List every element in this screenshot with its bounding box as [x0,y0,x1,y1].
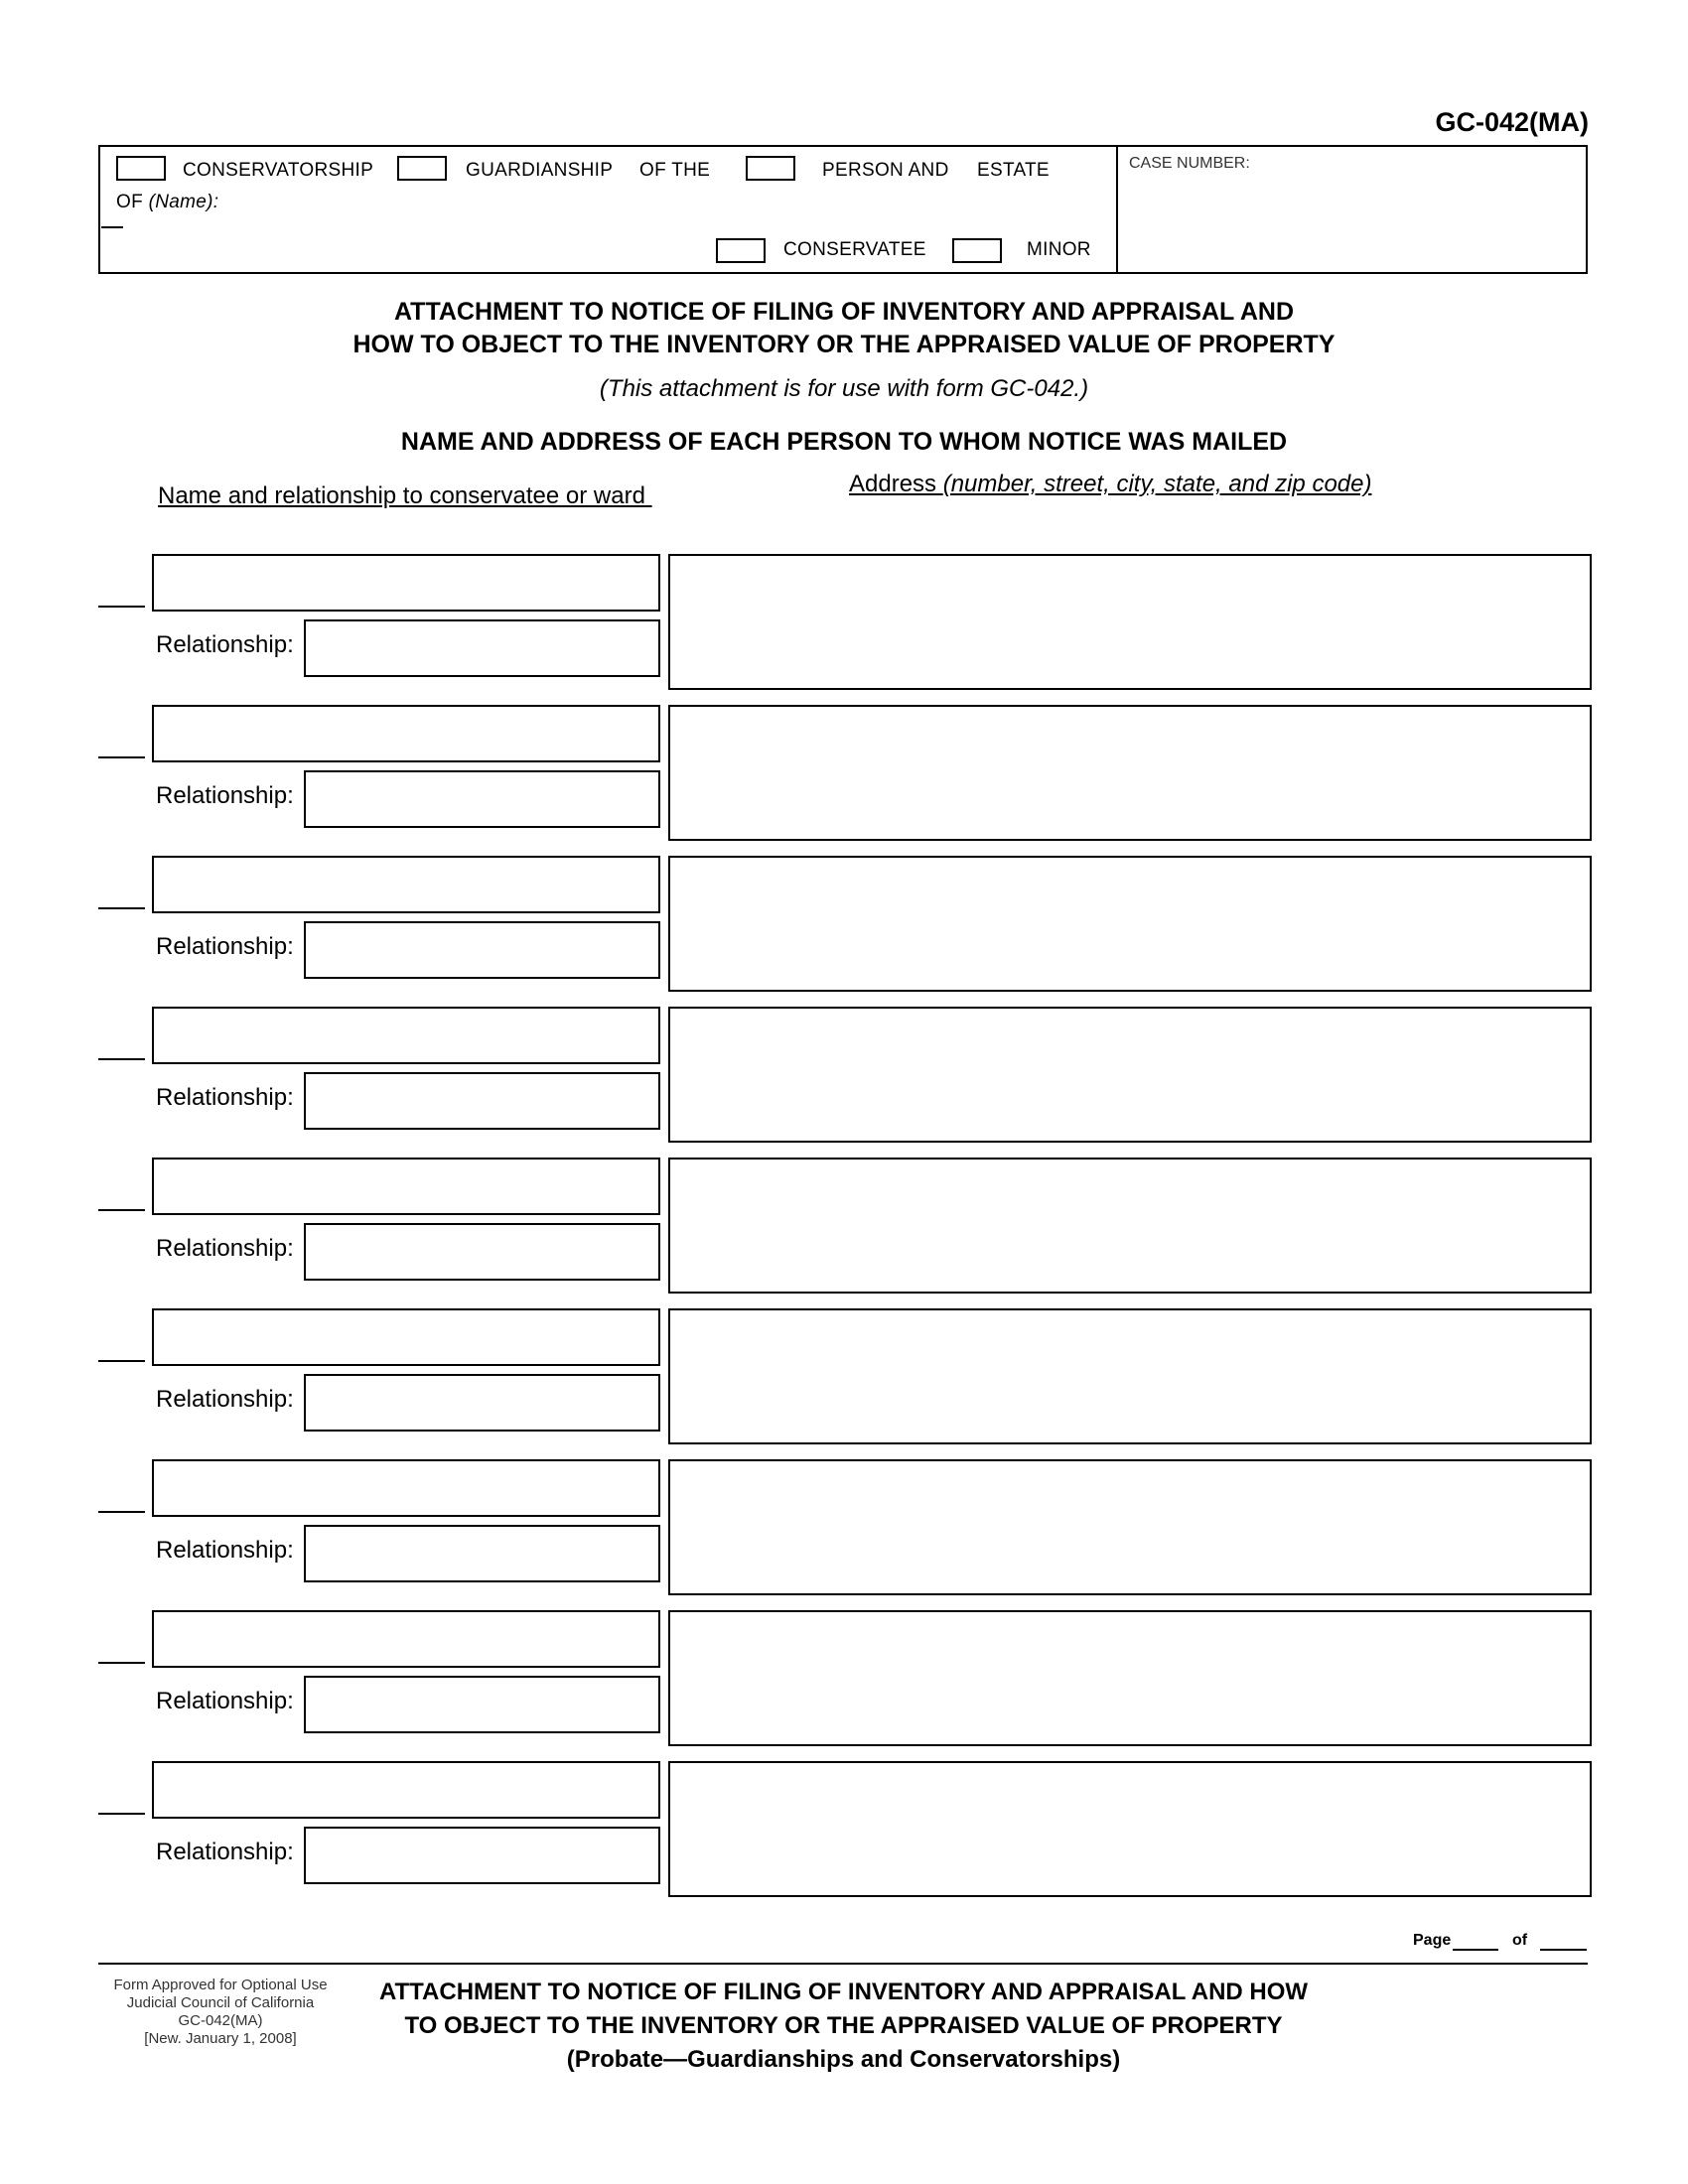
relationship-label: Relationship: [156,1537,294,1564]
section-heading: NAME AND ADDRESS OF EACH PERSON TO WHOM NOTICE WAS MAILED [400,428,1288,456]
approval-line-4: [New. January 1, 2008] [144,2030,297,2047]
of-name-italic: (Name): [148,192,219,212]
relationship-label: Relationship: [156,933,294,960]
entry-address-field[interactable] [668,1761,1592,1897]
name-field-tick [101,226,123,228]
address-header-italic: (number, street, city, state, and zip code) [942,471,1372,497]
entry-relationship-field[interactable] [304,619,660,677]
approval-line-2: Judicial Council of California [126,1994,315,2011]
conservatorship-checkbox[interactable] [116,156,166,181]
entry-address-field[interactable] [668,554,1592,690]
caption-divider [1116,145,1118,274]
conservatorship-label: CONSERVATORSHIP [183,160,374,181]
entry-address-field[interactable] [668,1308,1592,1444]
entry-marker [98,1209,145,1211]
entry-address-field[interactable] [668,856,1592,992]
minor-checkbox[interactable] [952,238,1002,263]
entry-marker [98,1511,145,1513]
entry-relationship-field[interactable] [304,770,660,828]
entry-relationship-field[interactable] [304,1374,660,1432]
relationship-label: Relationship: [156,1235,294,1262]
approval-block [91,1977,350,2048]
entry-name-field[interactable] [152,856,660,913]
form-id: GC-042(MA) [1435,107,1589,137]
entry-address-field[interactable] [668,1610,1592,1746]
footer-title-line-1: ATTACHMENT TO NOTICE OF FILING OF INVENTORY AND APPRAISAL AND HOW [378,1979,1309,2005]
entry-name-field[interactable] [152,1308,660,1366]
entry-marker [98,907,145,909]
person-checkbox[interactable] [746,156,795,181]
of-label: of [1512,1932,1528,1949]
case-number-field[interactable] [1128,177,1580,266]
relationship-label: Relationship: [156,1688,294,1714]
address-header-plain: Address [849,471,943,497]
entry-name-field[interactable] [152,554,660,612]
entry-relationship-field[interactable] [304,1827,660,1884]
address-column-header [849,471,1371,498]
page-number-field[interactable] [1453,1949,1498,1951]
entry-name-field[interactable] [152,1158,660,1215]
entry-marker [98,1662,145,1664]
entry-marker [98,756,145,758]
entry-marker [98,1058,145,1060]
entry-name-field[interactable] [152,705,660,762]
approval-line-3: GC-042(MA) [178,2012,263,2029]
relationship-label: Relationship: [156,1386,294,1413]
total-pages-field[interactable] [1540,1949,1587,1951]
entry-relationship-field[interactable] [304,1223,660,1281]
conservatee-label: CONSERVATEE [783,239,926,260]
subtitle: (This attachment is for use with form GC-042.) [599,375,1089,402]
footer-title-line-3: (Probate—Guardianships and Conservatorships) [566,2046,1121,2073]
entry-relationship-field[interactable] [304,1525,660,1582]
footer-title [350,1976,1337,2077]
entry-address-field[interactable] [668,1007,1592,1143]
entry-name-field[interactable] [152,1459,660,1517]
footer-rule [98,1963,1588,1965]
entry-address-field[interactable] [668,1459,1592,1595]
guardianship-label: GUARDIANSHIP [466,160,614,181]
name-column-header [158,482,652,510]
entry-marker [98,606,145,608]
footer-title-line-2: TO OBJECT TO THE INVENTORY OR THE APPRAISED VALUE OF PROPERTY [404,2012,1283,2039]
of-name-label [116,192,218,213]
entry-address-field[interactable] [668,1158,1592,1294]
conservatee-checkbox[interactable] [716,238,766,263]
case-number-label: CASE NUMBER: [1129,155,1250,172]
name-column-header-text: Name and relationship to conservatee or ward [158,482,645,509]
entry-name-field[interactable] [152,1761,660,1819]
entry-relationship-field[interactable] [304,1676,660,1733]
relationship-label: Relationship: [156,782,294,809]
entry-address-field[interactable] [668,705,1592,841]
minor-label: MINOR [1027,239,1091,260]
of-name-prefix: OF [116,192,149,212]
guardianship-checkbox[interactable] [397,156,447,181]
relationship-label: Relationship: [156,631,294,658]
estate-label: ESTATE [977,160,1050,181]
title-line-1: ATTACHMENT TO NOTICE OF FILING OF INVENTORY AND APPRAISAL AND [393,298,1295,326]
page-label: Page [1413,1932,1452,1949]
entry-name-field[interactable] [152,1610,660,1668]
approval-line-1: Form Approved for Optional Use [113,1977,328,1993]
entry-relationship-field[interactable] [304,1072,660,1130]
person-and-label: PERSON AND [822,160,949,181]
relationship-label: Relationship: [156,1084,294,1111]
entry-marker [98,1813,145,1815]
title-line-2: HOW TO OBJECT TO THE INVENTORY OR THE APPRAISED VALUE OF PROPERTY [352,331,1336,358]
entry-marker [98,1360,145,1362]
name-field[interactable] [101,211,1094,251]
of-the-label: OF THE [639,160,711,181]
relationship-label: Relationship: [156,1839,294,1865]
entry-relationship-field[interactable] [304,921,660,979]
entry-name-field[interactable] [152,1007,660,1064]
